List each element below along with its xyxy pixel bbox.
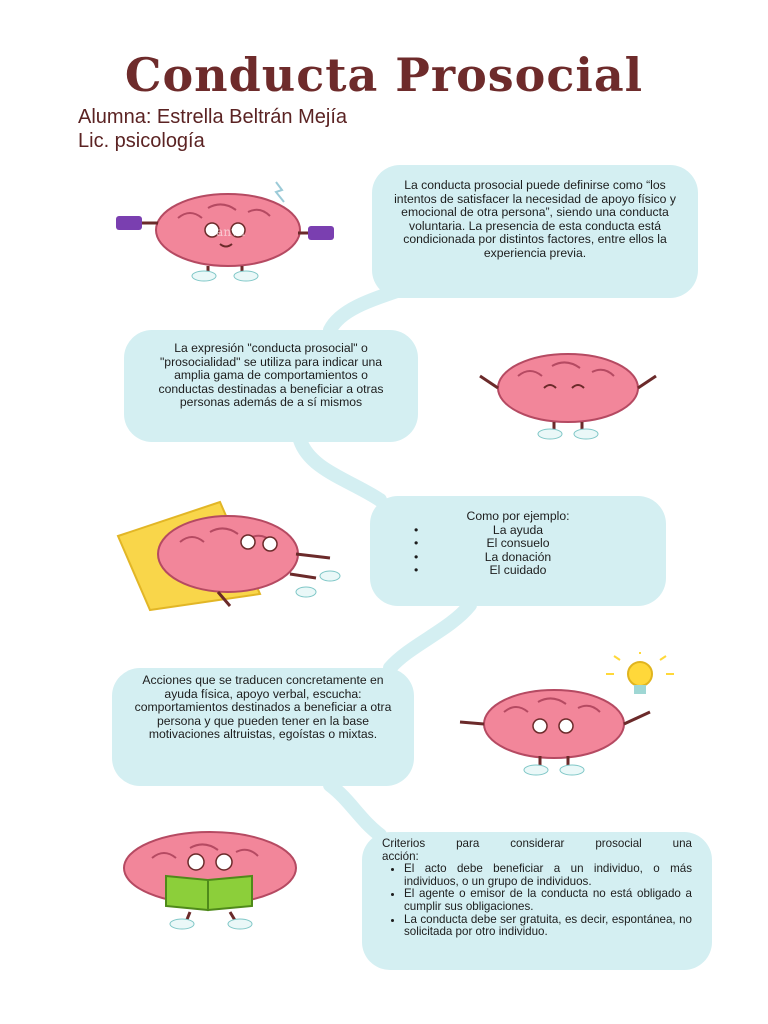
list-item: • La ayuda [390, 524, 646, 538]
actions-text: Acciones que se traducen concretamente en ayuda física, apoyo verbal, escucha: comportamientos destinados a beneficiar a otra persona y que pueden tener en la base motivaciones altruistas, egoístas o mixtas. [134, 673, 392, 742]
examples-bubble [370, 496, 666, 606]
expression-text: La expresión "conducta prosocial" o "prosocialidad" se utiliza para indicar una amplia gama de comportamientos o conductas destinadas a beneficiar a otras personas además de a sí mismos [158, 341, 384, 410]
brain-happy-icon [468, 336, 668, 446]
student-name: Alumna: Estrella Beltrán Mejía [78, 106, 348, 128]
examples-title: Como por ejemplo: [466, 509, 570, 523]
list-item: • El agente o emisor de la conducta no está obligado a cumplir sus obligaciones. [404, 888, 692, 913]
criteria-bubble [362, 832, 712, 970]
brain-resting-icon [110, 494, 350, 614]
list-item: • La donación [390, 551, 646, 565]
actions-bubble [112, 668, 414, 786]
list-item: • El cuidado [390, 564, 646, 578]
definition-bubble [372, 165, 698, 298]
list-item: • El consuelo [390, 537, 646, 551]
list-item: • La conducta debe ser gratuita, es decir, espontánea, no solicitada por otro individuo. [404, 914, 692, 939]
brain-reading-icon [112, 822, 312, 932]
expression-bubble [124, 330, 418, 442]
canva-watermark: Canva [207, 225, 245, 239]
criteria-title-cont: acción: [382, 849, 419, 863]
list-item: • El acto debe beneficiar a un individuo, o más individuos, o un grupo de individuos. [404, 863, 692, 888]
brain-dumbbell-icon [108, 178, 348, 288]
brain-idea-icon [454, 652, 674, 782]
program-name: Lic. psicología [78, 130, 205, 152]
examples-list [390, 524, 646, 578]
criteria-title: Criterios para considerar prosocial una [382, 837, 692, 850]
criteria-list [382, 863, 692, 939]
page-title: Conducta Prosocial [124, 48, 644, 102]
definition-text: La conducta prosocial puede definirse como “los intentos de satisfacer la necesidad de apoyo físico y emocional de otra persona”, siendo una conducta voluntaria. La presencia de esta conducta está condicionada por distintos factores, entre ellos la experiencia previa. [394, 178, 676, 260]
